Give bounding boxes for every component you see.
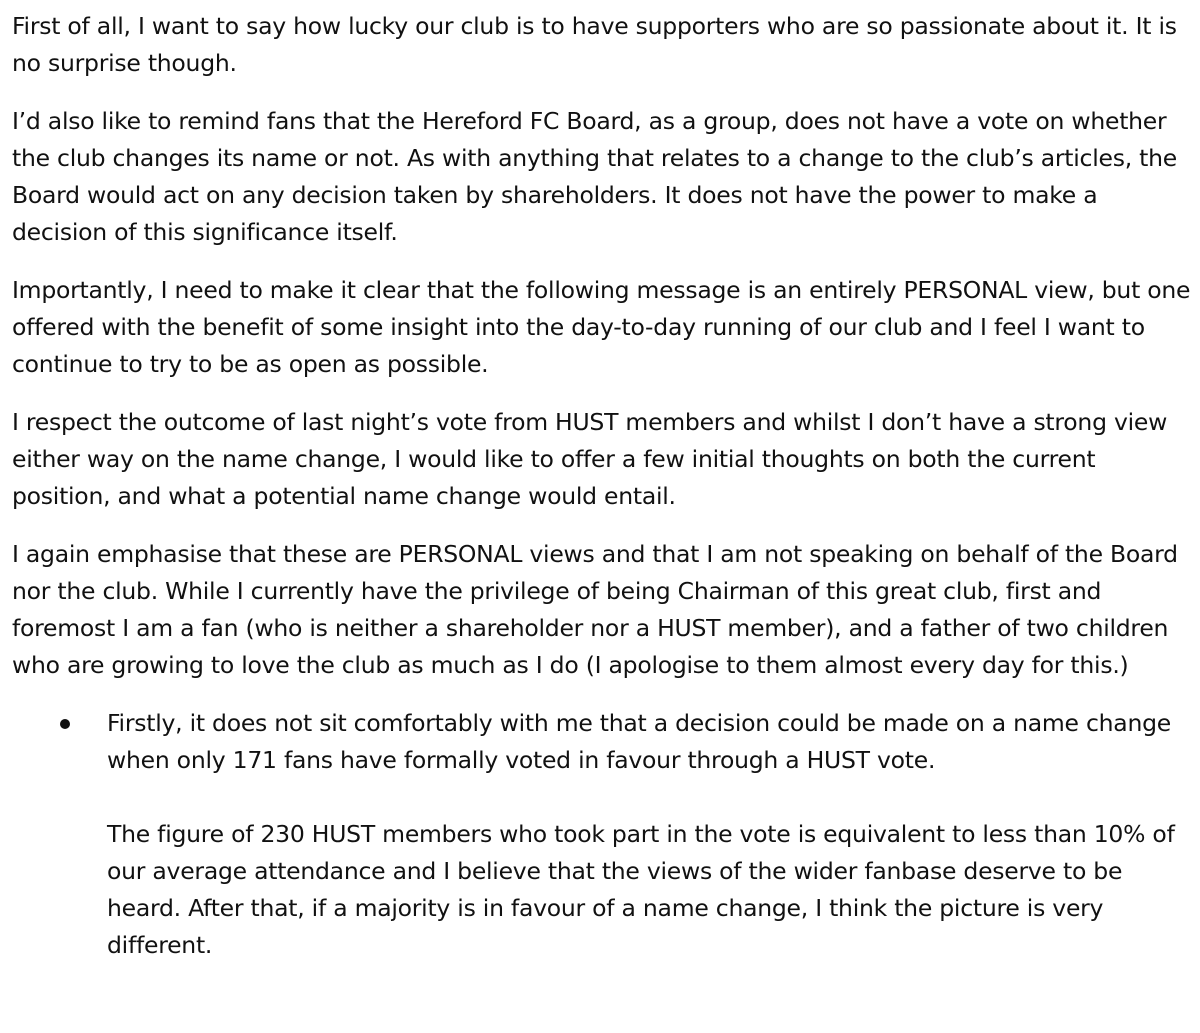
bullet-list [12, 705, 1194, 964]
bullet-text: Firstly, it does not sit comfortably with me that a decision could be made on a name change when only 171 fans have formally voted in favour through a HUST vote. [107, 709, 1171, 774]
paragraph-personal-view: Importantly, I need to make it clear that the following message is an entirely PERSONAL view, but one offered with the benefit of some insight into the day-to-day running of our club and I feel I want to continue to try to be as open as possible. [12, 276, 1191, 378]
paragraph-opening: First of all, I want to say how lucky our club is to have supporters who are so passionate about it. It is no surprise though. [12, 12, 1177, 77]
bullet-continuation: The figure of 230 HUST members who took part in the vote is equivalent to less than 10% of our average attendance and I believe that the views of the wider fanbase deserve to be heard. After that, if a majority is in favour of a name change, I think the picture is very different. [107, 820, 1175, 959]
list-item [12, 705, 1182, 964]
paragraph-board-vote: I’d also like to remind fans that the Hereford FC Board, as a group, does not have a vote on whether the club changes its name or not. As with anything that relates to a change to the club’s articles, the Board would act on any decision taken by shareholders. It does not have the power to make a decision of this significance itself. [12, 107, 1177, 246]
paragraph-disclaimer: I again emphasise that these are PERSONAL views and that I am not speaking on behalf of the Board nor the club. While I currently have the privilege of being Chairman of this great club, first and foremost I am a fan (who is neither a shareholder nor a HUST member), and a father of two children who are growing to love the club as much as I do (I apologise to them almost every day for this.) [12, 540, 1178, 679]
document-body [12, 8, 1194, 1001]
paragraph-vote-outcome: I respect the outcome of last night’s vote from HUST members and whilst I don’t have a strong view either way on the name change, I would like to offer a few initial thoughts on both the current position, and what a potential name change would entail. [12, 408, 1168, 510]
bullet-icon [60, 719, 70, 729]
